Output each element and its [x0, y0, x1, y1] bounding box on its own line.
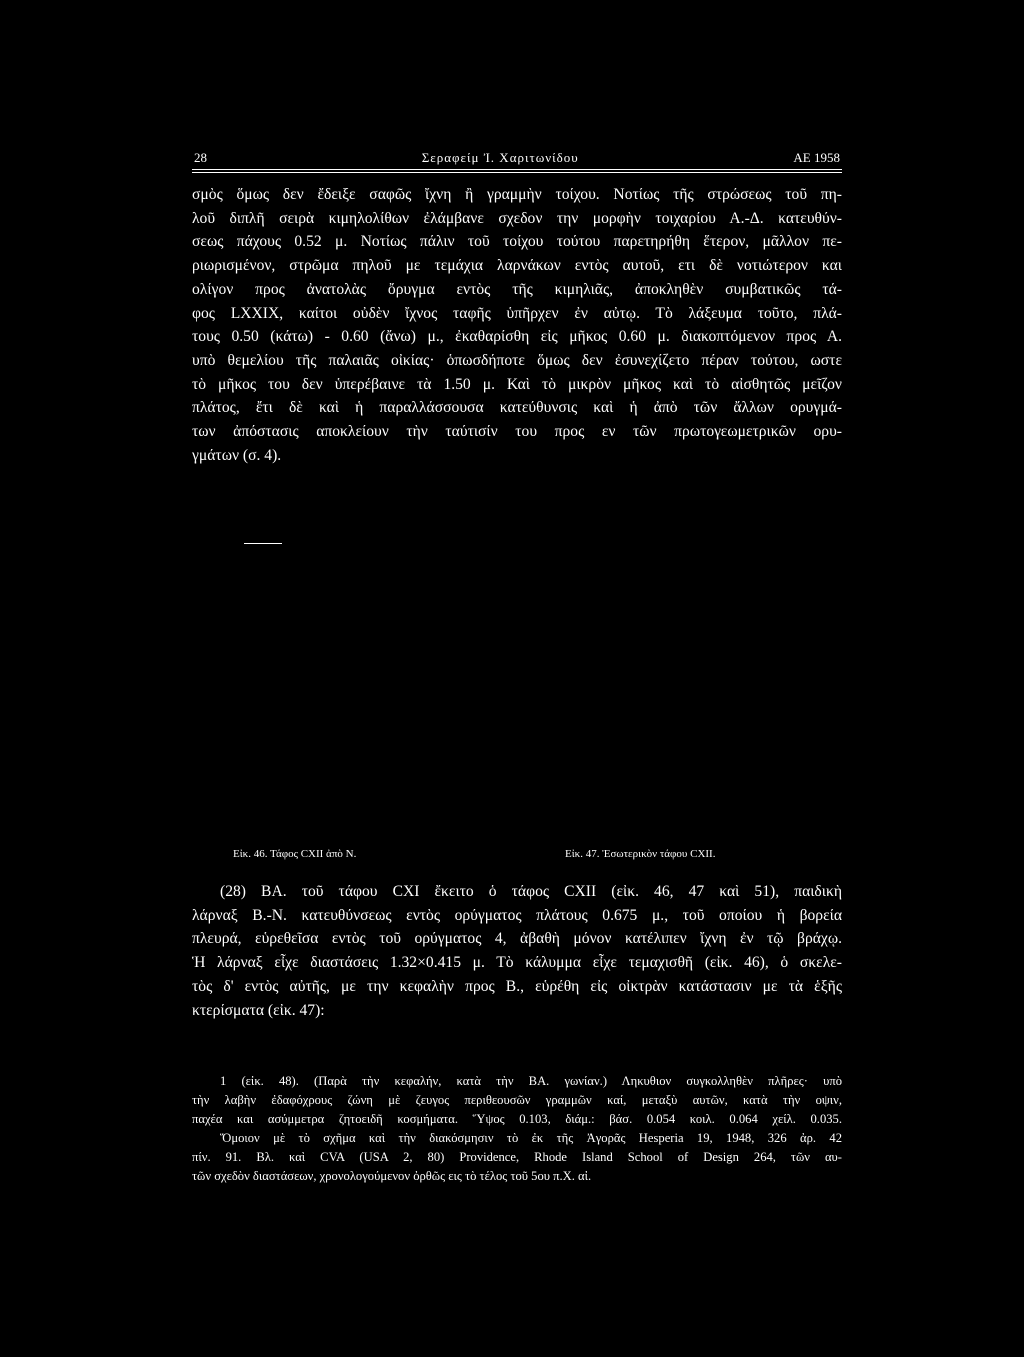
page-number: 28 [194, 150, 207, 165]
caption-fig-46: Εἰκ. 46. Τάφος CXII ἀπὸ Ν. [233, 848, 357, 860]
note-line: Ὅμοιον μὲ τὸ σχῆμα καὶ τὴν διακόσμησιν τὸ ἐκ τῆς Ἀγορᾶς Hesperia 19, 1948, 326 ἀρ. 42 [220, 1131, 842, 1145]
section-divider [244, 543, 282, 544]
note-line: τὴν λαβὴν ἐδαφόχρους ζώνη μὲ ζευγος περιθεουσῶν γραμμῶν καί, μεταξὺ αυτῶν, κατὰ τὴν οψιν, [192, 1093, 842, 1107]
body-line: φος LXXIX, καίτοι οὐδὲν ἴχνος ταφῆς ὑπῆρχεν ἐν αὐτῳ. Τὸ λάξευμα τοῦτο, πλά- [192, 304, 842, 322]
body-line: σεως πάχους 0.52 μ. Νοτίως πάλιν τοῦ τοίχου τούτου παρετηρήθη ἕτερον, μᾶλλον πε- [192, 233, 842, 251]
body-line: ολίγον προς ἀνατολὰς ὄρυγμα εντὸς τῆς κιμηλιᾶς, ἀποκληθὲν συμβατικῶς τά- [192, 280, 842, 298]
section-line: (28) ΒΑ. τοῦ τάφου CXI ἔκειτο ὁ τάφος CXII (εἰκ. 46, 47 καὶ 51), παιδικὴ [220, 883, 842, 900]
body-line: των ἀπόστασις αποκλείουν τὴν ταύτισίν του προς εν τῶν πρωτογεωμετρικῶν ορυ- [192, 423, 842, 441]
section-line: λάρναξ Β.-Ν. κατευθύνσεως εντὸς ορύγματος πλάτους 0.675 μ., τοῦ οποίου ἡ βορεία [192, 906, 842, 924]
section-paragraph [192, 880, 842, 1022]
caption-fig-47: Εἰκ. 47. Ἐσωτερικὸν τάφου CXII. [565, 848, 716, 860]
body-line: τους 0.50 (κάτω) - 0.60 (ἄνω) μ., ἐκαθαρίσθη εἰς μῆκος 0.60 μ. διακοπτόμενον προς Α. [192, 328, 842, 346]
header-rule [192, 169, 842, 173]
section-line: τὸς δ' εντὸς αὐτῆς, με την κεφαλὴν προς Β., εὑρέθη εἰς οἰκτρὰν κατάστασιν με τὰ ἑξῆς [192, 977, 842, 995]
catalogue-note [192, 1072, 842, 1186]
body-line: πλάτος, ἔτι δὲ καὶ ἡ παραλλάσσουσα κατεύθυνσις καὶ ἡ ἀπὸ τῶν ἄλλων ορυγμά- [192, 399, 842, 417]
note-line: τῶν σχεδὸν διαστάσεων, χρονολογούμενον ὀρθῶς εις τὸ τέλος τοῦ 5ου π.Χ. αἰ. [192, 1169, 592, 1183]
running-head-author: Σεραφείμ Ἰ. Χαριτωνίδου [421, 150, 579, 165]
note-line: πίν. 91. Βλ. καὶ CVA (USA 2, 80) Providence, Rhode Island School of Design 264, τῶν αυ- [192, 1150, 842, 1164]
note-line: παχέα και ασύμμετρα ζητοειδῆ κοσμήματα. Ὕψος 0.103, διάμ.: βάσ. 0.054 κοιλ. 0.064 χείλ. 0.035. [192, 1112, 842, 1126]
section-line: Ἡ λάρναξ εἶχε διαστάσεις 1.32×0.415 μ. Τὸ κάλυμμα εἶχε τεμαχισθῆ (εἰκ. 46), ὁ σκελε- [192, 954, 842, 972]
body-paragraph [192, 183, 842, 467]
body-line: τὸ μῆκος του δεν ὑπερέβαινε τὰ 1.50 μ. Καὶ τὸ μικρὸν μῆκος καὶ τὸ αἰσθητῶς μεῖζον [192, 375, 842, 393]
section-line: πλευρά, εὑρεθεῖσα εντὸς τοῦ ορύγματος 4, ἀβαθὴ μόνον κατέλιπεν ἴχνη ἐν τῷ βράχῳ. [192, 930, 842, 948]
running-head [192, 150, 842, 169]
journal-reference: ΑΕ 1958 [793, 150, 840, 165]
note-line: 1 (εἰκ. 48). (Παρὰ τὴν κεφαλήν, κατὰ τὴν ΒΑ. γωνίαν.) Ληκυθιον συγκολληθὲν πλῆρες· υπὸ [220, 1074, 842, 1088]
body-line: υπὸ θεμελίου τῆς παλαιᾶς οἰκίας· ὁπωσδήποτε ὅμως δεν ἐσυνεχίζετο πέραν τούτου, ωστε [192, 351, 842, 369]
body-line: ριωρισμένον, στρῶμα πηλοῦ με τεμάχια λαρνάκων εντὸς αυτοῦ, ετι δὲ νοτιώτερον και [192, 257, 842, 275]
section-28 [192, 880, 842, 1022]
body-line: λοῦ διπλῆ σειρὰ κιμηλολίθων ἐλάμβανε σχεδον την μορφὴν τοιχαρίου Α.-Δ. κατευθύν- [192, 209, 842, 227]
section-line: κτερίσματα (εἰκ. 47): [192, 1001, 325, 1019]
page-content [192, 150, 842, 467]
body-line: σμὸς ὅμως δεν ἔδειξε σαφῶς ἴχνη ἢ γραμμὴν τοίχου. Νοτίως τῆς στρώσεως τοῦ πη- [192, 186, 842, 203]
body-line: γμάτων (σ. 4). [192, 446, 282, 464]
